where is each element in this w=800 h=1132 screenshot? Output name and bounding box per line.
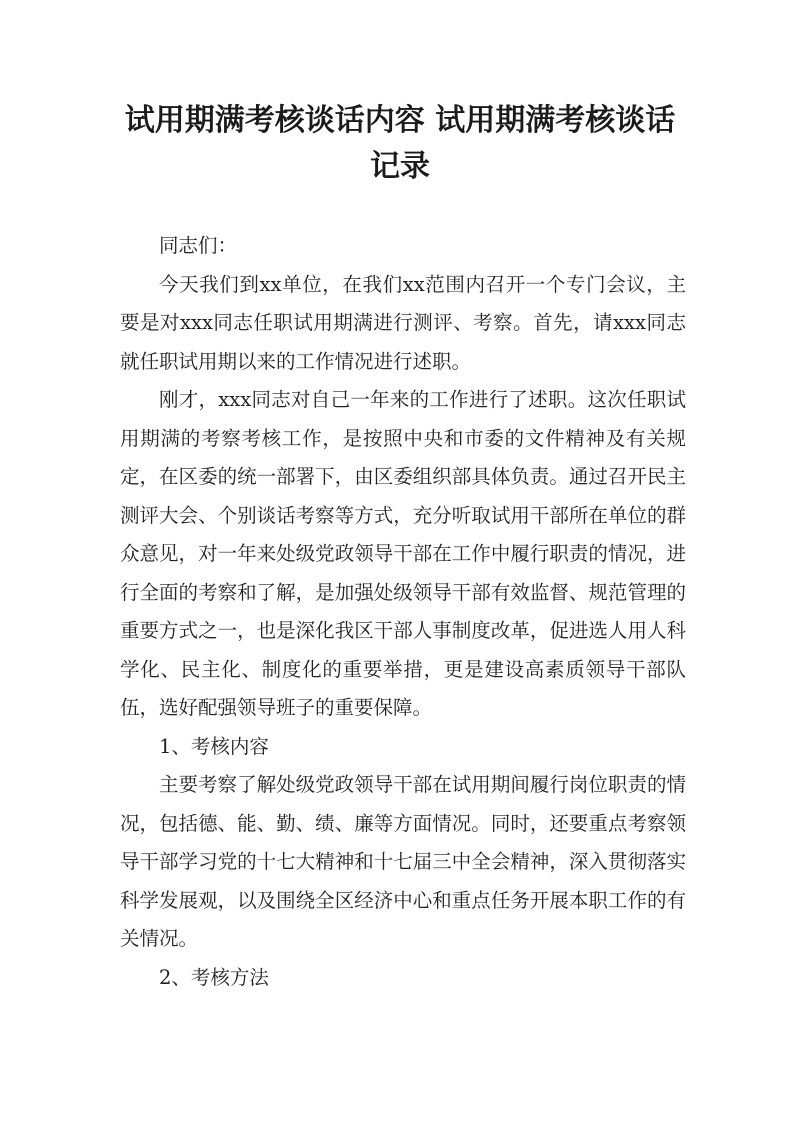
paragraph-content: 主要考察了解处级党政领导干部在试用期间履行岗位职责的情况，包括德、能、勤、绩、廉等方面情况。同时，还要重点考察领导干部学习党的十七大精神和十七届三中全会精神，深入贯彻落实科学发展观，以及围绕全区经济中心和重点任务开展本职工作的有关情况。 (120, 773, 686, 950)
paragraph-intro: 今天我们到xx单位，在我们xx范围内召开一个专门会议，主要是对xxx同志任职试用期满进行测评、考察。首先，请xxx同志就任职试用期以来的工作情况进行述职。 (120, 272, 686, 373)
section-heading-content: 1、考核内容 (159, 734, 269, 758)
salutation: 同志们： (159, 234, 238, 257)
paragraph-review: 刚才，xxx同志对自己一年来的工作进行了述职。这次任职试用期满的考察考核工作，是按照中央和市委的文件精神及有关规定，在区委的统一部署下，由区委组织部具体负责。通过召开民主测评大会、个别谈话考察等方式，充分听取试用干部所在单位的群众意见，对一年来处级党政领导干部在工作中履行职责的情况，进行全面的考察和了解，是加强处级领导干部有效监督、规范管理的重要方式之一，也是深化我区干部人事制度改革，促进选人用人科学化、民主化、制度化的重要举措，更是建设高素质领导干部队伍，选好配强领导班子的重要保障。 (120, 388, 686, 719)
document-title: 试用期满考核谈话内容 试用期满考核谈话记录 (124, 103, 676, 184)
document-body (120, 227, 686, 997)
section-heading-method: 2、考核方法 (159, 965, 269, 989)
